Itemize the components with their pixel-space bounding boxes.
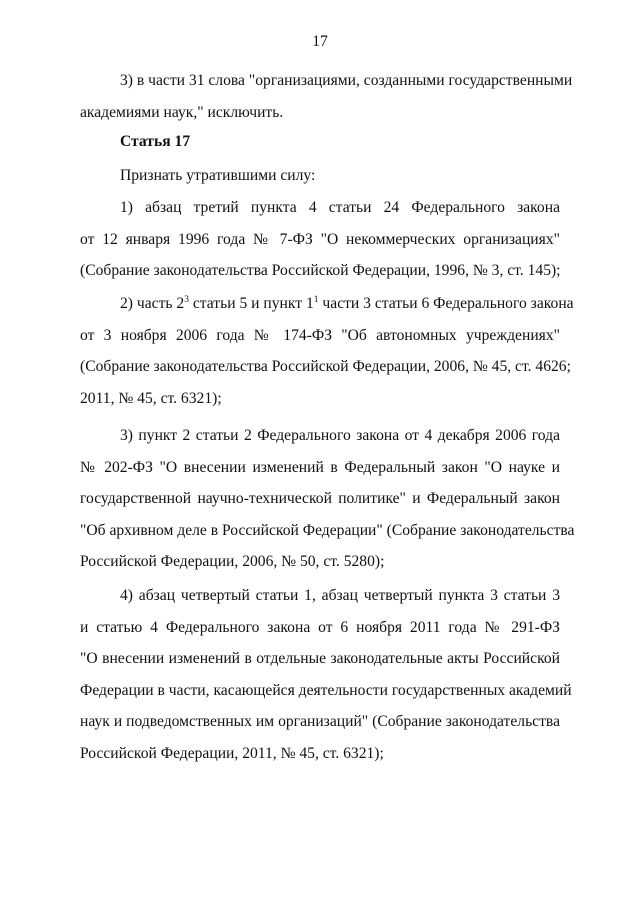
- text-line: № 202-ФЗ "О внесении изменений в Федеральный закон "О науке и: [80, 458, 560, 476]
- item-3-paragraph: [80, 420, 575, 578]
- item-1-paragraph: [80, 192, 560, 287]
- text-line: от 3 ноября 2006 года № 174-ФЗ "Об автономных учреждениях": [80, 326, 560, 344]
- superscript: 3: [184, 295, 189, 305]
- item-4-paragraph: [80, 580, 572, 770]
- text-line: Российской Федерации, 2006, № 50, ст. 5280);: [80, 553, 385, 571]
- text-line: 3) в части 31 слова "организациями, созданными государственными: [120, 72, 573, 89]
- text-line: "Об архивном деле в Российской Федерации" (Собрание законодательства: [80, 521, 575, 539]
- superscript: 1: [313, 295, 319, 305]
- text-line: [80, 288, 574, 320]
- text-line: 1) абзац третий пункта 4 статьи 24 Федерального закона: [120, 199, 560, 216]
- item-2-paragraph: [80, 288, 574, 414]
- preamble-paragraph: [80, 160, 560, 192]
- article-heading: Статья 17: [120, 133, 191, 150]
- intro-paragraph: [80, 65, 573, 128]
- text-line: наук и подведомственных им организаций" (Собрание законодательства: [80, 713, 560, 731]
- text-fragment: 2) часть 2: [120, 295, 185, 312]
- text-line: 4) абзац четвертый статьи 1, абзац четвертый пункта 3 статьи 3: [120, 587, 560, 604]
- text-line: 3) пункт 2 статьи 2 Федерального закона от 4 декабря 2006 года: [120, 427, 560, 444]
- text-line: государственной научно-технической политике" и Федеральный закон: [80, 490, 560, 508]
- text-line: Федерации в части, касающейся деятельности государственных академий: [80, 681, 572, 699]
- text-line: 2011, № 45, ст. 6321);: [80, 389, 222, 407]
- text-line: (Собрание законодательства Российской Федерации, 1996, № 3, ст. 145);: [80, 262, 561, 280]
- text-line: Российской Федерации, 2011, № 45, ст. 6321);: [80, 744, 384, 762]
- text-line: и статью 4 Федерального закона от 6 ноября 2011 года № 291-ФЗ: [80, 618, 560, 636]
- text-line: (Собрание законодательства Российской Федерации, 2006, № 45, ст. 4626;: [80, 358, 571, 376]
- text-line: "О внесении изменений в отдельные законодательные акты Российской: [80, 650, 560, 668]
- text-fragment: статьи 5 и пункт 1: [188, 295, 314, 312]
- text-line: от 12 января 1996 года № 7-ФЗ "О некоммерческих организациях": [80, 230, 560, 248]
- text-line: академиями наук," исключить.: [80, 103, 284, 121]
- preamble-text: Признать утратившими силу:: [120, 167, 316, 184]
- text-fragment: части 3 статьи 6 Федерального закона: [318, 295, 574, 312]
- page-number: 17: [312, 33, 328, 50]
